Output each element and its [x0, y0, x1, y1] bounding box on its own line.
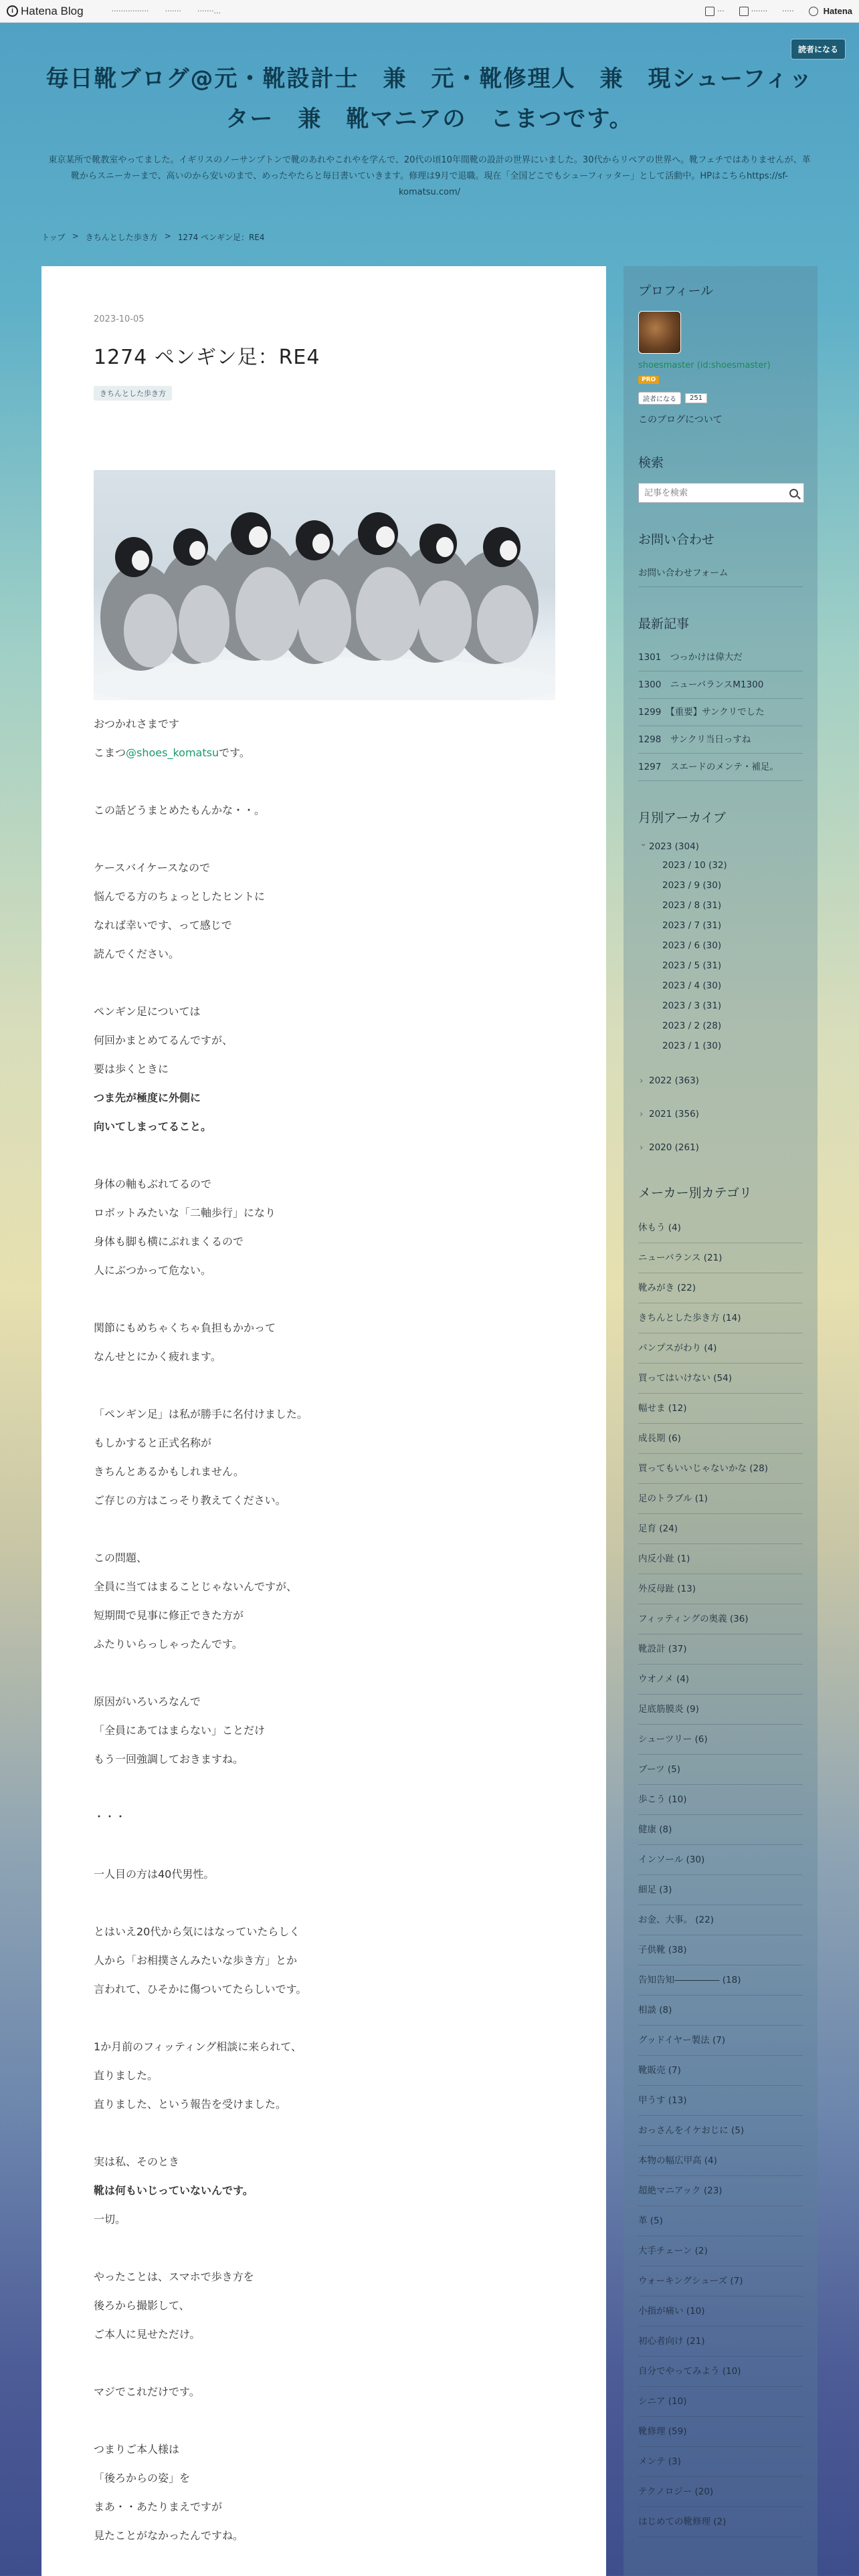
blog-title[interactable]: 毎日靴ブログ@元・靴設計士 兼 元・靴修理人 兼 現シューフィッター 兼 靴マニアの こまつです。	[45, 66, 814, 132]
post-paragraph	[94, 1774, 554, 1802]
post-paragraph: ご本人に見せただけ。	[94, 2328, 201, 2341]
profile-heading: プロフィール	[638, 284, 714, 298]
contact-heading: お問い合わせ	[638, 532, 715, 547]
profile-id-link[interactable]: shoesmaster (id:shoesmaster)	[638, 360, 771, 370]
post-paragraph: 「全員にあてはまらない」ことだけ	[94, 1724, 266, 1737]
categories-list	[638, 1213, 803, 2537]
global-nav-link[interactable]: ·······...	[197, 7, 221, 15]
recent-posts-section	[638, 614, 803, 781]
archive-month-link[interactable]: 2023 / 2 (28)	[662, 1021, 722, 1031]
archive-year-toggle[interactable]: › 2021 (356)	[638, 1105, 803, 1123]
penguin-photo	[94, 470, 555, 700]
category-link[interactable]: 買ってはいけない (54)	[638, 1364, 803, 1394]
post-paragraph: きちんとあるかもしれません。	[94, 1465, 244, 1478]
category-link[interactable]: ニューバランス (21)	[638, 1243, 803, 1273]
categories-heading: メーカー別カテゴリ	[638, 1186, 752, 1200]
post-paragraph	[94, 1831, 554, 1860]
post-date[interactable]: 2023-10-05	[94, 314, 145, 324]
category-link[interactable]: 靴みがき (22)	[638, 1273, 803, 1303]
recent-post-link[interactable]: 1297 スエードのメンテ・補足。	[638, 754, 803, 781]
recent-post-link[interactable]: 1299 【重要】サンクリでした	[638, 699, 803, 726]
post-paragraph	[94, 2406, 554, 2435]
contact-section	[638, 530, 803, 587]
post-paragraph: ケースバイケースなので	[94, 861, 211, 874]
post-paragraph: 読んでください。	[94, 948, 180, 960]
category-link[interactable]: 大手チェーン (2)	[638, 2236, 803, 2266]
recent-post-link[interactable]: 1298 サンクリ当日っすね	[638, 726, 803, 754]
archive-month-link[interactable]: 2023 / 1 (30)	[662, 1041, 722, 1051]
post-paragraph: 直りました。	[94, 2069, 159, 2082]
category-link[interactable]: 靴修理 (59)	[638, 2417, 803, 2447]
category-link[interactable]: ブーツ (5)	[638, 1755, 803, 1785]
archive-month-link[interactable]: 2023 / 6 (30)	[662, 940, 722, 951]
global-right-menu	[705, 6, 852, 16]
category-link[interactable]: 歩こう (10)	[638, 1785, 803, 1815]
global-nav-link[interactable]: ·······	[165, 7, 182, 15]
post-body	[94, 710, 554, 2550]
about-blog-link[interactable]: このブログについて	[638, 415, 723, 425]
write-link[interactable]	[705, 7, 725, 16]
category-link[interactable]: パンプスがわり (4)	[638, 1333, 803, 1364]
category-link[interactable]: グッドイヤー製法 (7)	[638, 2026, 803, 2056]
post-paragraph: 人から「お相撲さんみたいな歩き方」とか	[94, 1954, 298, 1967]
pencil-icon	[705, 7, 714, 16]
global-nav-link[interactable]: ················	[111, 7, 149, 15]
category-link[interactable]: 超絶マニアック (23)	[638, 2176, 803, 2206]
category-link[interactable]: インソール (30)	[638, 1845, 803, 1875]
post-paragraph	[94, 2234, 554, 2262]
hatena-blog-logo[interactable]	[7, 5, 84, 18]
account-link[interactable]: ·····	[782, 7, 794, 15]
category-link[interactable]: 靴販売 (7)	[638, 2056, 803, 2086]
subscribe-button[interactable]: 読者になる	[791, 39, 846, 60]
category-link[interactable]: 足のトラブル (1)	[638, 1484, 803, 1514]
dashboard-icon	[739, 7, 749, 16]
follow-button[interactable]: 読者になる	[638, 392, 681, 405]
archive-year-toggle[interactable]: › 2022 (363)	[638, 1072, 803, 1089]
follow-row	[638, 392, 803, 405]
category-link[interactable]: ウオノメ (4)	[638, 1665, 803, 1695]
post-paragraph: 向いてしまってること。	[94, 1120, 212, 1133]
category-link[interactable]: 成長期 (6)	[638, 1424, 803, 1454]
post-paragraph: 後ろから撮影して、	[94, 2299, 190, 2312]
category-link[interactable]: 初心者向け (21)	[638, 2327, 803, 2357]
post-paragraph: この問題、	[94, 1551, 148, 1564]
category-link[interactable]: 内反小趾 (1)	[638, 1544, 803, 1574]
category-link[interactable]: 本物の幅広甲高 (4)	[638, 2146, 803, 2176]
category-link[interactable]: メンテ (3)	[638, 2447, 803, 2477]
global-header	[0, 0, 859, 23]
post-paragraph: 要は歩くときに	[94, 1063, 169, 1075]
post-paragraph: つまりご本人様は	[94, 2443, 180, 2456]
pro-badge: PRO	[638, 376, 659, 384]
archive-heading: 月別アーカイブ	[638, 811, 726, 825]
post-paragraph: 実は私、そのとき	[94, 2155, 180, 2168]
category-link[interactable]: 足育 (24)	[638, 1514, 803, 1544]
category-link[interactable]: ウォーキングシューズ (7)	[638, 2266, 803, 2296]
breadcrumb	[41, 231, 265, 243]
post-title[interactable]: 1274 ペンギン足：RE4	[94, 346, 320, 369]
hatena-icon	[809, 7, 818, 16]
post-paragraph: やったことは、スマホで歩き方を	[94, 2270, 254, 2283]
category-link[interactable]: 休もう (4)	[638, 1213, 803, 1243]
author-prefix: こまつ	[94, 746, 126, 759]
post-paragraph: 身体も脚も横にぶれまくるので	[94, 1235, 244, 1248]
write-link-label: ···	[717, 6, 725, 15]
avatar[interactable]	[638, 311, 681, 354]
post-paragraph: 直りました、という報告を受けました。	[94, 2098, 287, 2111]
category-link[interactable]: 自分でやってみよう (10)	[638, 2357, 803, 2387]
archive-year-toggle[interactable]: › 2020 (261)	[638, 1139, 803, 1156]
category-link[interactable]: 靴設計 (37)	[638, 1634, 803, 1665]
post-paragraph	[94, 825, 554, 853]
post-category-tag[interactable]: きちんとした歩き方	[94, 386, 172, 401]
recent-posts-list	[638, 644, 803, 781]
post-paragraph	[94, 738, 554, 767]
post-paragraph: おつかれさまです	[94, 718, 179, 730]
category-link[interactable]: きちんとした歩き方 (14)	[638, 1303, 803, 1333]
category-link[interactable]: 幅せま (12)	[638, 1394, 803, 1424]
archive-month-link[interactable]: 2023 / 7 (31)	[662, 920, 722, 931]
category-link[interactable]: 子供靴 (38)	[638, 1935, 803, 1965]
post-paragraph	[94, 1371, 554, 1400]
sidebar	[624, 266, 818, 2576]
breadcrumb-separator: >	[164, 231, 171, 241]
post-paragraph: 関節にもめちゃくちゃ負担もかかって	[94, 1321, 276, 1334]
category-link[interactable]: シニア (10)	[638, 2387, 803, 2417]
author-twitter-link[interactable]: @shoes_komatsu	[126, 746, 219, 759]
post-paragraph: とはいえ20代から気にはなっていたらしく	[94, 1925, 300, 1938]
post-paragraph: 一人目の方は40代男性。	[94, 1868, 215, 1881]
post-paragraph: この話どうまとめたもんかな・・。	[94, 804, 266, 817]
post-paragraph: ふたりいらっしゃったんです。	[94, 1638, 243, 1650]
category-link[interactable]: テクノロジー (20)	[638, 2477, 803, 2507]
breadcrumb-top[interactable]: トップ	[41, 233, 66, 242]
post-paragraph: ペンギン足については	[94, 1005, 201, 1018]
blog-description: 東京某所で靴教室やってました。イギリスのノーサンプトンで靴のあれやこれやを学んで、20代の頃10年間靴の設計の世界にいました。30代からリペアの世界へ。靴フェチではありませんが、革靴からスニーカーまで、高いのから安いのまで、めったやたらと毎日書いていきます。修理は9月で退職。現在「全国どこでもシューフィッター」として活動中。HPはこちらhttps://sf-komatsu.com/	[48, 155, 811, 197]
recent-post-link[interactable]: 1300 ニューバランスM1300	[638, 671, 803, 699]
search-icon[interactable]	[789, 489, 798, 498]
recent-posts-heading: 最新記事	[638, 617, 690, 631]
post-paragraph	[94, 968, 554, 997]
archive-section	[638, 808, 803, 1156]
archive-month-list	[638, 855, 803, 1056]
post-paragraph	[94, 1141, 554, 1170]
post-paragraph: 「ペンギン足」は私が勝手に名付けました。	[94, 1408, 308, 1420]
post-paragraph	[94, 1515, 554, 1543]
post-paragraph	[94, 2349, 554, 2377]
recent-post-link[interactable]: 1301 つっかけは偉大だ	[638, 644, 803, 671]
author-suffix: です。	[219, 746, 250, 759]
article	[41, 266, 606, 2576]
category-link[interactable]: 告知告知――――― (18)	[638, 1965, 803, 1996]
post-lines	[94, 767, 554, 2550]
category-link[interactable]: お金、大事。 (22)	[638, 1905, 803, 1935]
category-link[interactable]: シューツリー (6)	[638, 1725, 803, 1755]
post-paragraph: マジでこれだけです。	[94, 2385, 200, 2398]
post-paragraph: ・・・	[94, 1810, 126, 1823]
hatena-logo-icon: i	[7, 5, 18, 17]
post-paragraph: もしかすると正式名称が	[94, 1436, 212, 1449]
post-paragraph	[94, 2119, 554, 2147]
category-link[interactable]: 買ってもいいじゃないかな (28)	[638, 1454, 803, 1484]
category-link[interactable]: 小指が痛い (10)	[638, 2296, 803, 2327]
follower-count: 251	[685, 393, 707, 403]
archive-year-toggle[interactable]: ⌄ 2023 (304)	[638, 838, 803, 855]
search-section	[638, 453, 803, 503]
post-paragraph: つま先が極度に外側に	[94, 1091, 201, 1104]
hatena-menu-button[interactable]	[809, 6, 852, 16]
search-input[interactable]	[644, 488, 789, 498]
categories-section	[638, 1183, 803, 2537]
post-paragraph	[94, 1889, 554, 1917]
post-paragraph: 身体の軸もぶれてるので	[94, 1178, 212, 1190]
dashboard-link[interactable]	[739, 7, 767, 16]
category-link[interactable]: フィッティングの奥義 (36)	[638, 1604, 803, 1634]
hatena-blog-logo-text: Hatena Blog	[21, 4, 84, 17]
post-paragraph: なんせとにかく疲れます。	[94, 1350, 221, 1363]
blog-header	[40, 59, 819, 201]
archive-month-link[interactable]: 2023 / 8 (31)	[662, 900, 722, 911]
profile-section	[638, 281, 803, 426]
archive-month-link[interactable]: 2023 / 9 (30)	[662, 880, 722, 891]
post-paragraph: 1か月前のフィッティング相談に来られて、	[94, 2040, 302, 2053]
post-paragraph: もう一回強調しておきますね。	[94, 1753, 244, 1765]
post-paragraph: 人にぶつかって危ない。	[94, 1264, 212, 1277]
archive-month-link[interactable]: 2023 / 5 (31)	[662, 960, 722, 971]
hatena-menu-label: Hatena	[823, 6, 852, 16]
category-link[interactable]: 相談 (8)	[638, 1996, 803, 2026]
post-paragraph: 何回かまとめてるんですが、	[94, 1034, 233, 1047]
post-paragraph: 一切。	[94, 2213, 126, 2226]
contact-form-link[interactable]: お問い合わせフォーム	[638, 560, 803, 587]
global-nav-links	[112, 7, 221, 15]
category-link[interactable]: 健康 (8)	[638, 1815, 803, 1845]
post-paragraph	[94, 767, 554, 796]
search-box	[638, 483, 804, 503]
category-link[interactable]: おっさんをイケおじに (5)	[638, 2116, 803, 2146]
category-link[interactable]: はじめての靴修理 (2)	[638, 2507, 803, 2537]
post-paragraph: 靴は何もいじっていないんです。	[94, 2184, 254, 2197]
post-paragraph	[94, 1285, 554, 1313]
dashboard-link-label: ·······	[751, 6, 768, 15]
contact-list	[638, 560, 803, 587]
post-paragraph: 短期間で見事に修正できた方が	[94, 1609, 244, 1622]
post-paragraph	[94, 1658, 554, 1687]
post-paragraph: なれば幸いです、って感じで	[94, 919, 232, 932]
breadcrumb-separator: >	[72, 231, 79, 241]
archive-month-link[interactable]: 2023 / 10 (32)	[662, 860, 727, 871]
penguin-photo-illustration	[94, 470, 555, 700]
archive-month-link[interactable]: 2023 / 3 (31)	[662, 1000, 722, 1011]
search-heading: 検索	[638, 455, 664, 470]
category-link[interactable]: 甲うす (13)	[638, 2086, 803, 2116]
post-paragraph: まあ・・あたりまえですが	[94, 2500, 223, 2513]
post-paragraph: 言われて、ひそかに傷ついてたらしいです。	[94, 1983, 307, 1996]
post-paragraph: 悩んでる方のちょっとしたヒントに	[94, 890, 266, 903]
post-paragraph: 原因がいろいろなんで	[94, 1695, 201, 1708]
category-link[interactable]: 細足 (3)	[638, 1875, 803, 1905]
breadcrumb-current: 1274 ペンギン足：RE4	[177, 233, 265, 242]
post-paragraph: 全員に当てはまることじゃないんですが、	[94, 1580, 298, 1593]
archive-month-link[interactable]: 2023 / 4 (30)	[662, 980, 722, 991]
category-link[interactable]: 足底筋膜炎 (9)	[638, 1695, 803, 1725]
category-link[interactable]: 革 (5)	[638, 2206, 803, 2236]
archive-closed-years	[638, 1072, 803, 1156]
post-paragraph	[94, 2004, 554, 2032]
post-paragraph: ご存じの方はこっそり教えてください。	[94, 1494, 286, 1507]
breadcrumb-category[interactable]: きちんとした歩き方	[85, 233, 158, 242]
post-paragraph: ロボットみたいな「二軸歩行」になり	[94, 1206, 276, 1219]
post-paragraph: 見たことがなかったんですね。	[94, 2529, 244, 2542]
post-paragraph: 「後ろからの姿」を	[94, 2472, 191, 2484]
category-link[interactable]: 外反母趾 (13)	[638, 1574, 803, 1604]
